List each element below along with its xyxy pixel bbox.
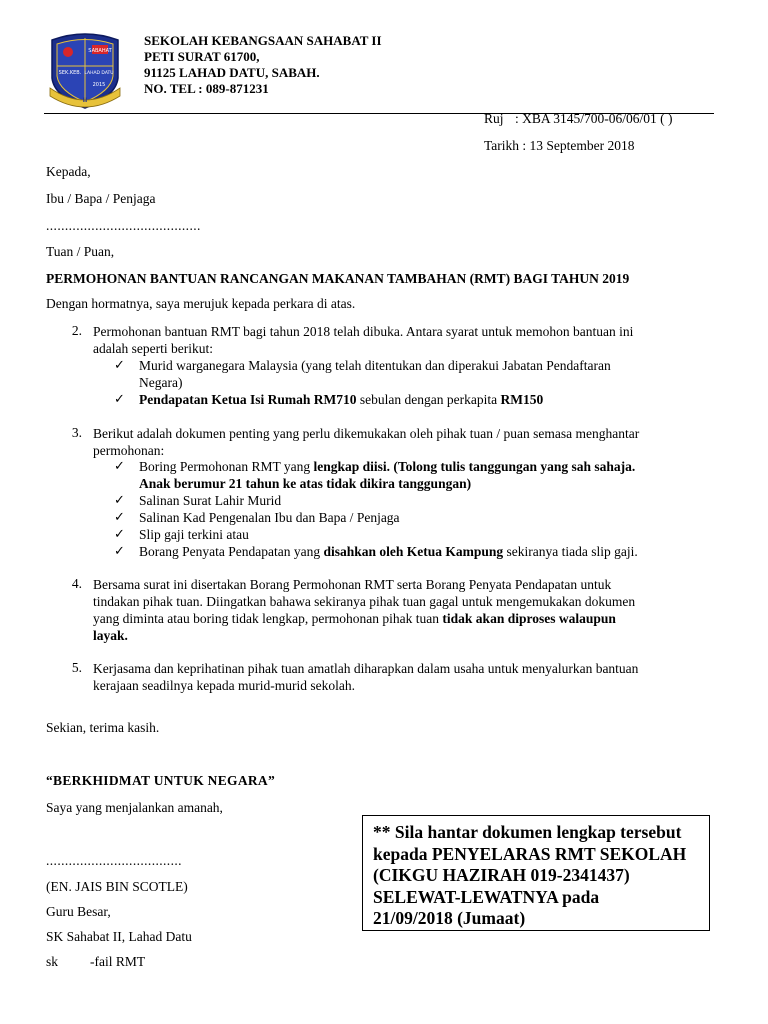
reference-value: : XBA 3145/700-06/06/01 ( ) — [515, 111, 673, 126]
signatory-name: (EN. JAIS BIN SCOTLE) — [46, 879, 188, 894]
checkmark-icon: ✓ — [114, 510, 125, 525]
kepada-label: Kepada, — [46, 164, 91, 179]
item-3-bullet-3 — [114, 509, 400, 526]
item-2-line-1: Permohonan bantuan RMT bagi tahun 2018 telah dibuka. Antara syarat untuk memohon bantuan ini — [93, 324, 634, 339]
item-3-text — [93, 425, 639, 459]
item-5-line-2: kerajaan seadilnya kepada murid-murid sekolah. — [93, 678, 356, 693]
school-crest-logo — [44, 30, 126, 110]
item-3-bullet-1 — [114, 458, 635, 492]
item-4-line-1: Bersama surat ini disertakan Borang Permohonan RMT serta Borang Penyata Pendapatan untuk — [93, 577, 612, 592]
item-3-bullet-1-bold-line-2: Anak berumur 21 tahun ke atas tidak dikira tanggungan) — [139, 476, 472, 491]
item-3-bullet-5 — [114, 543, 638, 560]
item-3-bullet-1-plain: Boring Permohonan RMT yang — [139, 459, 314, 474]
item-2-bullet-1-line-1: Murid warganegara Malaysia (yang telah ditentukan dan diperakui Jabatan Pendaftaran — [139, 358, 611, 373]
school-phone: NO. TEL : 089-871231 — [144, 81, 269, 96]
item-4-text — [93, 576, 635, 644]
per-capita-threshold: RM150 — [500, 392, 544, 407]
item-2-bullet-2-mid: sebulan dengan perkapita — [356, 392, 501, 407]
school-postcode-city: 91125 LAHAD DATU, SABAH. — [144, 65, 320, 80]
motto: “BERKHIDMAT UNTUK NEGARA” — [46, 773, 276, 788]
notice-line-3: (CIKGU HAZIRAH 019-2341437) — [373, 865, 630, 885]
notice-line-1: ** Sila hantar dokumen lengkap tersebut — [373, 822, 682, 842]
item-4-line-2: tindakan pihak tuan. Diingatkan bahawa sekiranya pihak tuan gagal untuk mengemukakan dokumen — [93, 594, 636, 609]
income-threshold: Pendapatan Ketua Isi Rumah RM710 — [139, 392, 357, 407]
signoff-amanah: Saya yang menjalankan amanah, — [46, 800, 223, 815]
item-3-number: 3. — [71, 425, 82, 440]
checkmark-icon: ✓ — [114, 493, 125, 508]
item-3-bullet-1-bold: lengkap diisi. (Tolong tulis tanggungan yang sah sahaja. — [313, 459, 636, 474]
checkmark-icon: ✓ — [114, 358, 125, 373]
item-3-bullet-5-plain: Borang Penyata Pendapatan yang — [139, 544, 324, 559]
item-3-bullet-5-tail: sekiranya tiada slip gaji. — [503, 544, 638, 559]
item-2-bullet-1-line-2: Negara) — [139, 375, 183, 390]
signatory-school: SK Sahabat II, Lahad Datu — [46, 929, 192, 944]
recipient-line: Ibu / Bapa / Penjaga — [46, 191, 156, 206]
opening-sentence: Dengan hormatnya, saya merujuk kepada perkara di atas. — [46, 296, 356, 311]
letter-date: Tarikh : 13 September 2018 — [484, 138, 635, 153]
cc-label: sk — [46, 954, 59, 969]
item-3-bullet-5-bold: disahkan oleh Ketua Kampung — [323, 544, 504, 559]
item-5-number: 5. — [71, 660, 82, 675]
reference-label: Ruj — [484, 111, 504, 126]
item-5-line-1: Kerjasama dan keprihatinan pihak tuan amatlah diharapkan dalam usaha untuk menyalurkan bantuan — [93, 661, 639, 676]
item-3-bullet-3-text: Salinan Kad Pengenalan Ibu dan Bapa / Penjaga — [139, 510, 400, 525]
letterhead — [144, 33, 382, 97]
notice-line-4: SELEWAT-LEWATNYA pada — [373, 886, 600, 907]
notice-line-5: 21/09/2018 (Jumaat) — [373, 908, 526, 928]
item-2-number: 2. — [71, 323, 82, 338]
item-3-bullet-2-text: Salinan Surat Lahir Murid — [139, 493, 282, 508]
logo-left-text: SEK.KEB. — [58, 70, 82, 76]
notice-line-2: kepada PENYELARAS RMT SEKOLAH — [373, 843, 687, 864]
notice-box — [362, 815, 710, 931]
letter-subject: PERMOHONAN BANTUAN RANCANGAN MAKANAN TAMBAHAN (RMT) BAGI TAHUN 2019 — [46, 271, 630, 286]
signatory-title: Guru Besar, — [46, 904, 111, 919]
item-2-line-2: adalah seperti berikut: — [93, 341, 213, 356]
cc-value: -fail RMT — [90, 954, 146, 969]
item-4-line-3-plain: yang diminta atau boring tidak lengkap, permohonan pihak tuan — [93, 611, 443, 626]
recipient-name-dots: ......................................... — [46, 218, 201, 233]
logo-ribbon-text: II — [82, 97, 88, 104]
item-2-bullet-1 — [114, 357, 611, 391]
item-2-text — [93, 323, 633, 357]
closing-thanks: Sekian, terima kasih. — [46, 720, 160, 735]
item-4-number: 4. — [71, 576, 82, 591]
checkmark-icon: ✓ — [114, 459, 125, 474]
item-4-line-4-bold: layak. — [93, 628, 128, 643]
checkmark-icon: ✓ — [114, 527, 125, 542]
salutation: Tuan / Puan, — [46, 244, 115, 259]
logo-center-text: LAHAD DATU — [84, 71, 114, 76]
checkmark-icon: ✓ — [114, 392, 125, 407]
item-3-line-2: permohonan: — [93, 443, 165, 458]
signature-dots: .................................... — [46, 853, 182, 868]
item-3-bullet-2 — [114, 492, 281, 509]
item-4-line-3-bold: tidak akan diproses walaupun — [442, 611, 616, 626]
item-3-bullet-4-text: Slip gaji terkini atau — [139, 527, 249, 542]
logo-right-text: 2015 — [92, 82, 106, 88]
school-po-box: PETI SURAT 61700, — [144, 49, 260, 64]
logo-top-text: SABAHAT — [88, 48, 112, 54]
item-3-bullet-4 — [114, 526, 249, 543]
item-5-text — [93, 660, 638, 694]
checkmark-icon: ✓ — [114, 544, 125, 559]
item-2-bullet-2 — [114, 391, 543, 408]
school-name: SEKOLAH KEBANGSAAN SAHABAT II — [144, 33, 382, 48]
item-3-line-1: Berikut adalah dokumen penting yang perlu dikemukakan oleh pihak tuan / puan semasa menghantar — [93, 426, 640, 441]
